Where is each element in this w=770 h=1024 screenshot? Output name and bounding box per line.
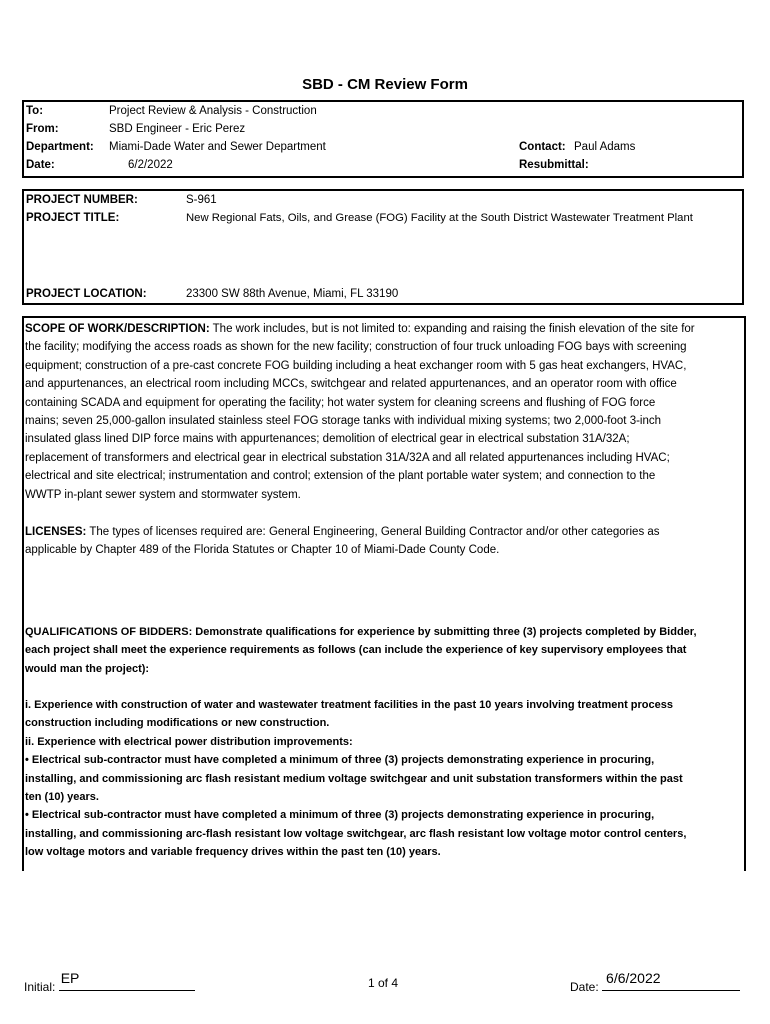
licenses-text: The types of licenses required are: General Engineering, General Building Contractor and/or other categories as — [86, 526, 660, 538]
department-label: Department: — [26, 141, 94, 153]
project-number-value: S-961 — [186, 194, 217, 206]
form-title: SBD - CM Review Form — [302, 76, 468, 93]
qualification-item: ten (10) years. — [25, 791, 99, 804]
footer-date-label: Date: — [570, 980, 599, 994]
contact-label: Contact: — [519, 141, 566, 153]
initial-label: Initial: — [24, 980, 56, 994]
qualification-item: installing, and commissioning arc flash resistant medium voltage switchgear and unit substation transformers within the past — [25, 772, 683, 785]
scope-line: mains; seven 25,000-gallon insulated stainless steel FOG storage tanks with individual mixing systems; two 2,000-foot 3-inch — [25, 415, 662, 428]
to-label: To: — [26, 105, 44, 117]
department-value: Miami-Dade Water and Sewer Department — [109, 141, 326, 153]
scope-line: replacement of transformers and electrical gear in electrical substation 31A/32A and all related appurtenances including HVAC; — [25, 451, 670, 464]
project-number-label: PROJECT NUMBER: — [26, 194, 138, 206]
project-location-label: PROJECT LOCATION: — [26, 288, 147, 300]
project-title-value: New Regional Fats, Oils, and Grease (FOG) Facility at the South District Wastewater Treatment Plant — [186, 212, 693, 224]
date-label: Date: — [26, 159, 55, 171]
project-location-value: 23300 SW 88th Avenue, Miami, FL 33190 — [186, 288, 399, 300]
scope-line: electrical and site electrical; instrumentation and control; extension of the plant portable water system; and connection to the — [25, 470, 656, 483]
qualification-item: i. Experience with construction of water and wastewater treatment facilities in the past 10 years involving treatment process — [25, 699, 673, 711]
contact-value: Paul Adams — [574, 141, 636, 153]
scope-label: SCOPE OF WORK/DESCRIPTION: — [25, 323, 210, 335]
scope-text: The work includes, but is not limited to: expanding and raising the finish elevation of the site for — [209, 323, 695, 335]
qualifications-items — [25, 696, 741, 862]
qualification-item: low voltage motors and variable frequency drives within the past ten (10) years. — [25, 846, 441, 859]
qualification-item: ii. Experience with electrical power distribution improvements: — [25, 735, 353, 748]
scope-line: containing SCADA and equipment for operating the facility; hot water system for cleaning screens and flushing of FOG force — [25, 396, 656, 409]
footer-initial — [24, 970, 195, 994]
qualifications-line: each project shall meet the experience requirements as follows (can include the experience of key supervisory employees that — [25, 644, 687, 657]
scope-line: equipment; construction of a pre-cast concrete FOG building including a heat exchanger room with 5 gas heat exchangers, HVAC, — [25, 359, 687, 372]
date-value: 6/2/2022 — [128, 159, 173, 171]
footer-date-value: 6/6/2022 — [606, 970, 661, 986]
licenses-line-1 — [25, 523, 741, 541]
qualification-item: • Electrical sub-contractor must have completed a minimum of three (3) projects demonstrating experience in procuring, — [25, 809, 655, 822]
scope-paragraph — [25, 320, 741, 504]
licenses-paragraph — [25, 523, 741, 560]
qualification-item: • Electrical sub-contractor must have completed a minimum of three (3) projects demonstrating experience in procuring, — [25, 754, 655, 767]
header-box — [22, 100, 744, 178]
scope-line: WWTP in-plant sewer system and stormwater system. — [25, 488, 301, 501]
resubmittal-label: Resubmittal: — [519, 159, 589, 171]
scope-line: the facility; modifying the access roads as shown for the new facility; construction of four truck unloading FOG bays with screening — [25, 341, 687, 354]
page-number: 1 of 4 — [368, 976, 399, 990]
qualifications-line: would man the project): — [25, 662, 150, 675]
qualifications-line: QUALIFICATIONS OF BIDDERS: Demonstrate qualifications for experience by submitting three (3) projects completed by Bidder, — [25, 626, 697, 638]
date-field[interactable] — [602, 970, 740, 991]
qualifications-paragraph — [25, 623, 741, 678]
scope-line: insulated glass lined DIP force mains with appurtenances; demolition of electrical gear in electrical substation 31A/32A; — [25, 433, 630, 446]
footer-date — [570, 970, 740, 994]
to-value: Project Review & Analysis - Construction — [109, 105, 317, 117]
from-value: SBD Engineer - Eric Perez — [109, 123, 246, 135]
scope-line: and appurtenances, an electrical room including MCCs, switchgear and related appurtenances, and an operator room with office — [25, 378, 677, 391]
from-label: From: — [26, 123, 59, 135]
scope-line-1 — [25, 320, 741, 338]
licenses-label: LICENSES: — [25, 526, 87, 538]
initial-field[interactable] — [59, 970, 195, 991]
initial-value: EP — [60, 970, 80, 986]
project-title-label: PROJECT TITLE: — [26, 212, 120, 224]
project-box — [22, 189, 744, 305]
licenses-line: applicable by Chapter 489 of the Florida Statutes or Chapter 10 of Miami-Dade County Code. — [25, 544, 500, 557]
qualification-item: construction including modifications or new construction. — [25, 717, 330, 730]
qualification-item: installing, and commissioning arc-flash resistant low voltage switchgear, arc flash resistant low voltage motor control centers, — [25, 827, 687, 840]
